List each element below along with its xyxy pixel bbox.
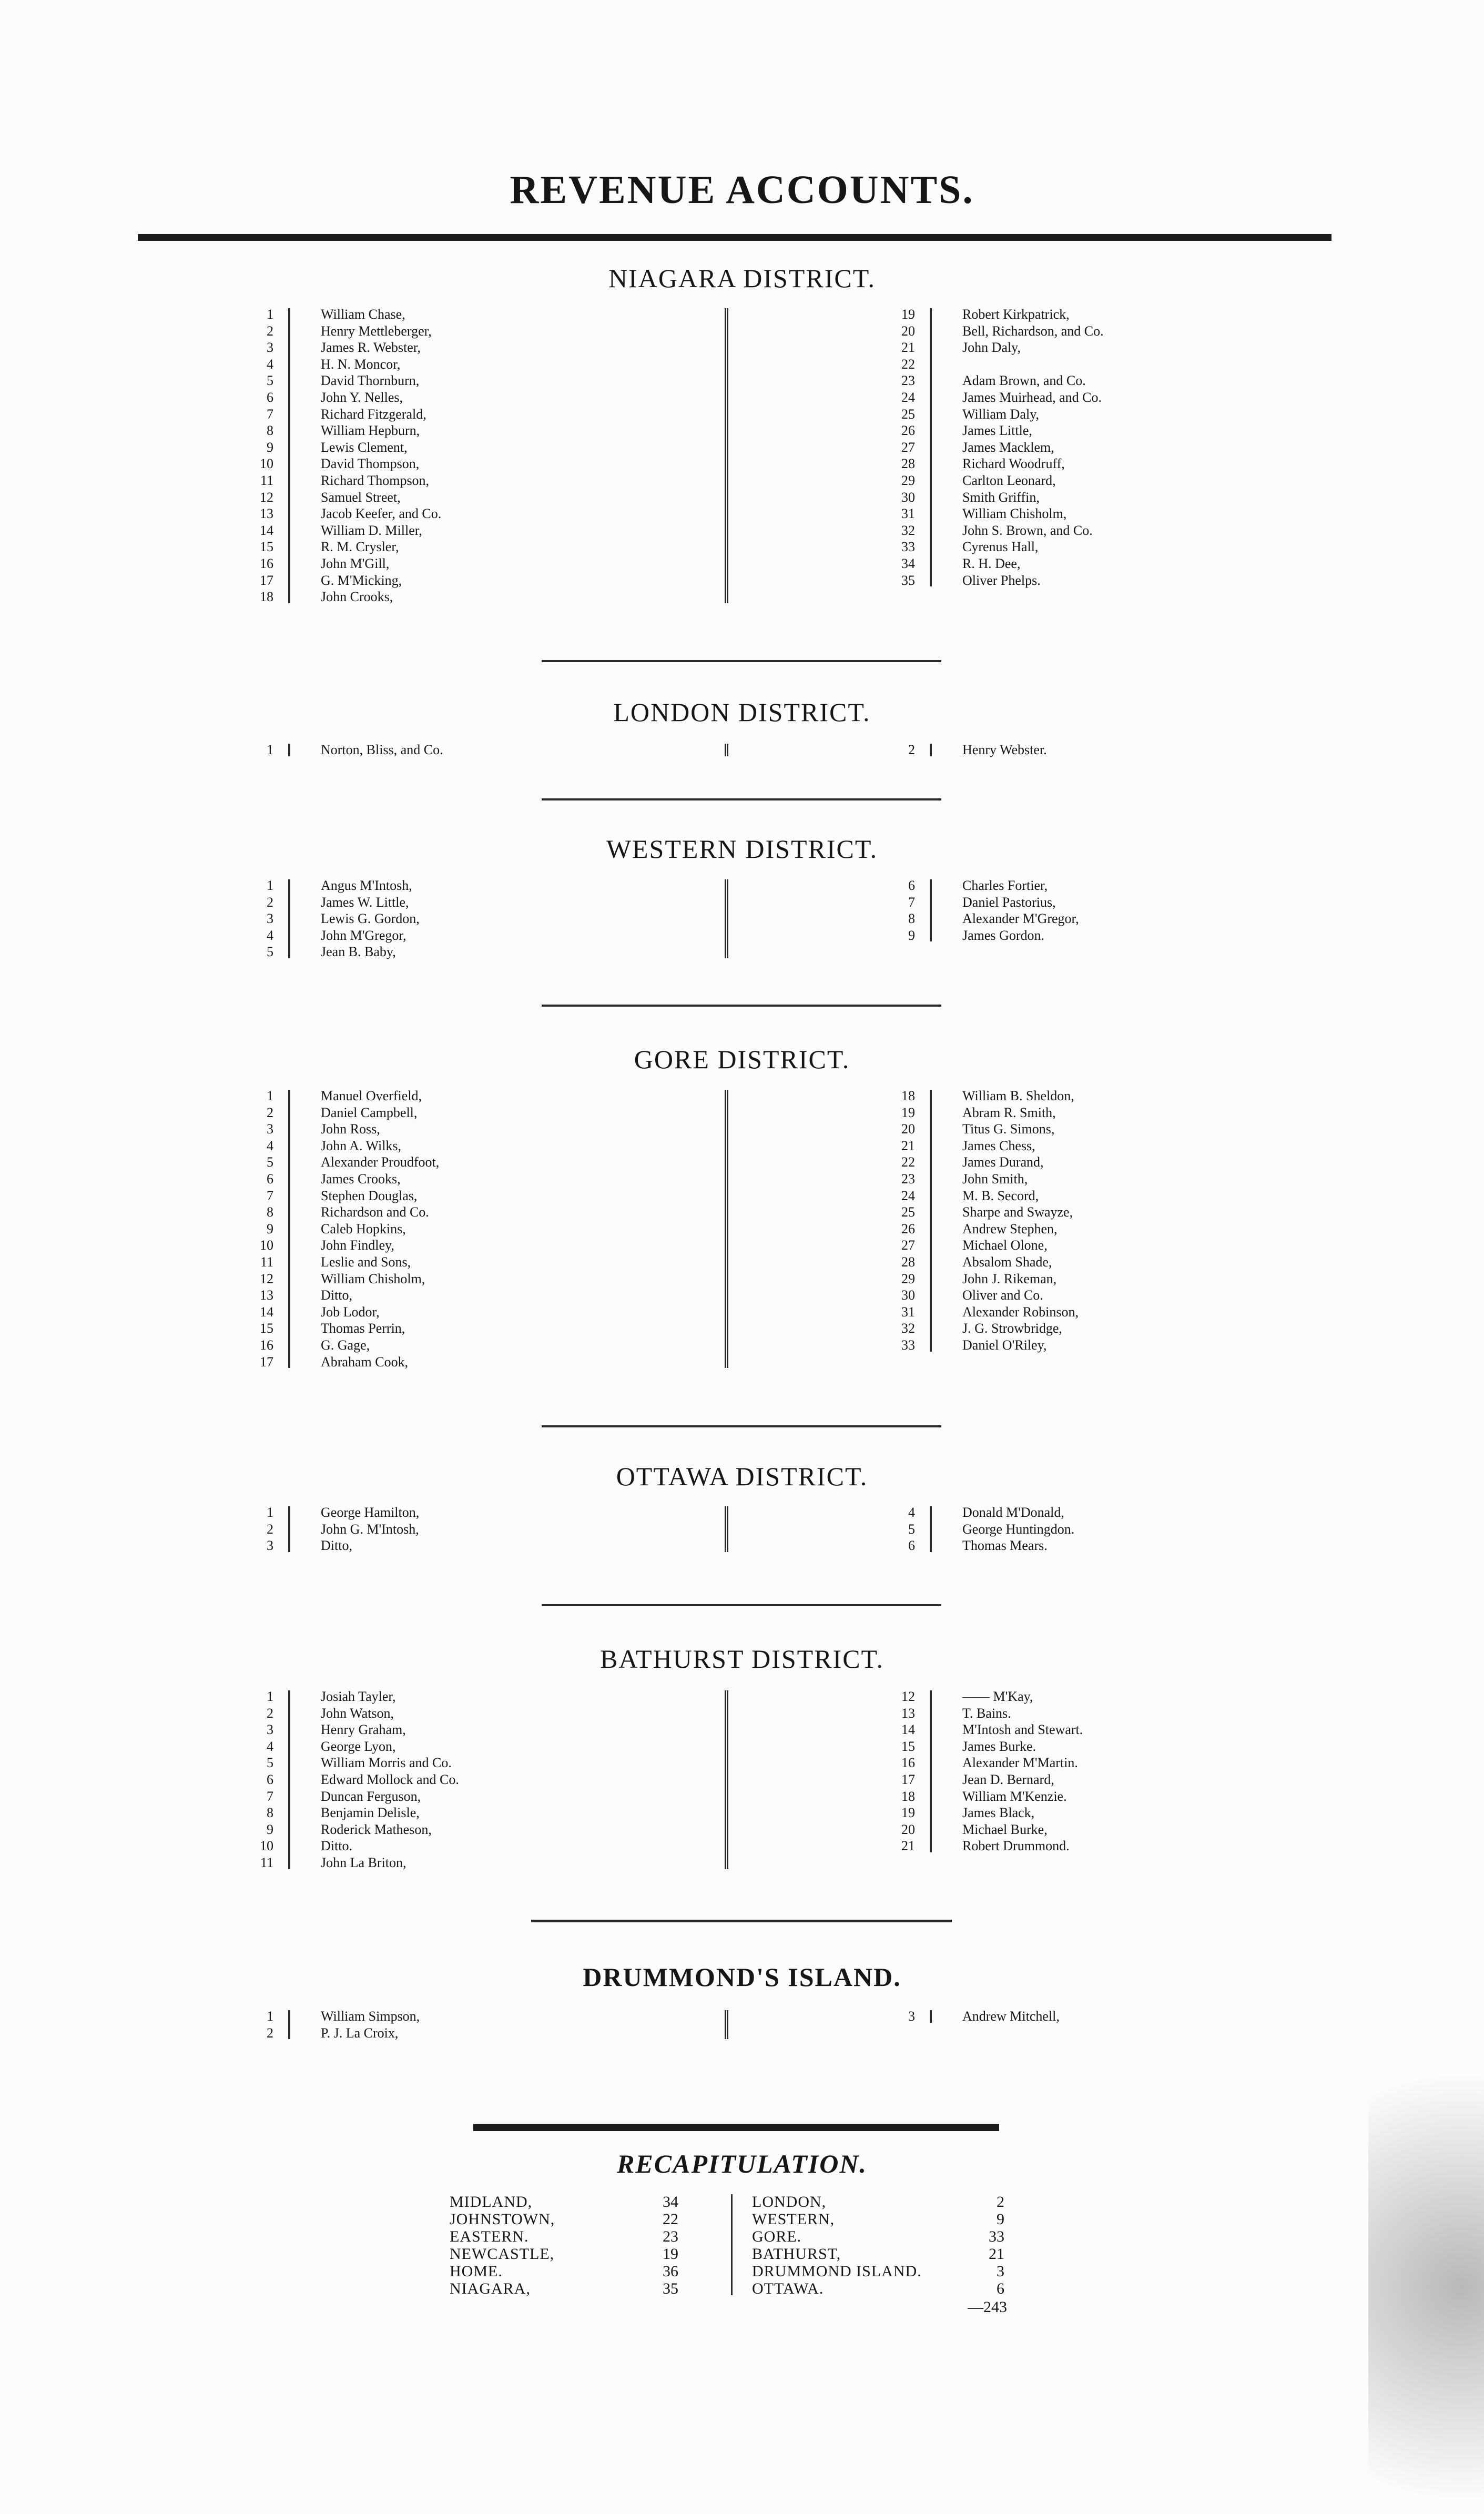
recap-district-count: 2 (997, 2193, 1004, 2211)
left-entry-name: Jacob Keefer, and Co. (321, 506, 442, 522)
left-entry-name: John Findley, (321, 1238, 394, 1253)
left-bracket (288, 2010, 290, 2039)
right-entry-name: Cyrenus Hall, (962, 539, 1039, 555)
recap-right-nums (973, 2193, 1004, 2297)
recap-district-name: HOME. (450, 2263, 503, 2280)
right-entry-name: M'Intosh and Stewart. (962, 1722, 1083, 1738)
right-entry-name: Adam Brown, and Co. (962, 373, 1086, 389)
right-entry-name: J. G. Strowbridge, (962, 1321, 1062, 1336)
right-entry-name: Abram R. Smith, (962, 1104, 1056, 1120)
left-entry-name: Samuel Street, (321, 489, 401, 505)
left-entry-number: 6 (267, 389, 273, 405)
right-entry-name: James Muirhead, and Co. (962, 389, 1102, 405)
center-divider (725, 2010, 728, 2039)
left-entry-name: Alexander Proudfoot, (321, 1154, 440, 1170)
left-entry-number: 12 (260, 489, 273, 505)
left-entry-number: 7 (267, 406, 273, 422)
right-entry-number: 24 (901, 1188, 915, 1203)
right-entry-number: 28 (901, 1254, 915, 1270)
center-divider (725, 744, 728, 756)
left-entry-name: Roderick Matheson, (321, 1821, 432, 1837)
right-bracket (930, 1090, 932, 1352)
right-entry-number: 24 (901, 389, 915, 405)
left-entry-name: H. N. Moncor, (321, 356, 401, 372)
right-entry-number: 9 (908, 927, 915, 943)
right-entry-number: 18 (901, 1788, 915, 1804)
recap-district-count: 33 (989, 2228, 1004, 2245)
left-entry-name: Henry Mettleberger, (321, 323, 432, 339)
right-entry-name: Absalom Shade, (962, 1254, 1052, 1270)
left-entry-number: 10 (260, 456, 273, 472)
right-entry-name: John S. Brown, and Co. (962, 522, 1093, 538)
right-entry-name: Henry Webster. (962, 742, 1047, 757)
left-entry-name: John A. Wilks, (321, 1138, 402, 1153)
right-entry-name: Charles Fortier, (962, 878, 1048, 893)
right-entry-number: 31 (901, 506, 915, 522)
right-entry-number: 19 (901, 1104, 915, 1120)
recap-district-name: NIAGARA, (450, 2280, 531, 2297)
left-entry-name: Josiah Tayler, (321, 1689, 396, 1704)
left-entry-number: 1 (267, 307, 273, 322)
right-entry-number: 27 (901, 439, 915, 455)
recap-district-name: MIDLAND, (450, 2193, 533, 2211)
left-entry-name: John Watson, (321, 1705, 394, 1721)
right-entry-number: 29 (901, 472, 915, 488)
left-entry-name: Manuel Overfield, (321, 1088, 422, 1103)
left-entry-number: 2 (267, 1705, 273, 1721)
right-entry-number: 14 (901, 1722, 915, 1738)
left-entry-name: Thomas Perrin, (321, 1321, 405, 1336)
left-entry-name: Benjamin Delisle, (321, 1805, 420, 1821)
left-entry-name: Lewis Clement, (321, 439, 408, 455)
center-divider (725, 879, 728, 958)
right-entry-number: 32 (901, 1321, 915, 1336)
right-entry-name: Oliver Phelps. (962, 572, 1041, 588)
recap-rule (473, 2124, 999, 2131)
section-rule (542, 1604, 941, 1606)
left-entry-name: John G. M'Intosh, (321, 1521, 419, 1537)
left-entry-number: 2 (267, 1521, 273, 1537)
right-entry-name: James Little, (962, 423, 1032, 439)
left-entry-name: Richard Fitzgerald, (321, 406, 426, 422)
left-entry-number: 1 (267, 878, 273, 893)
right-entry-name: Alexander Robinson, (962, 1304, 1079, 1320)
center-divider (725, 1690, 728, 1869)
right-entry-number: 23 (901, 1171, 915, 1187)
recap-district-count: 6 (997, 2280, 1004, 2297)
right-entry-name: T. Bains. (962, 1705, 1011, 1721)
left-entry-name: Ditto. (321, 1838, 352, 1854)
recap-district-name: BATHURST, (752, 2245, 841, 2263)
left-entry-name: George Hamilton, (321, 1505, 420, 1520)
left-entry-number: 7 (267, 1188, 273, 1203)
left-entry-name: Henry Graham, (321, 1722, 406, 1738)
left-entry-name: James W. Little, (321, 894, 409, 910)
right-entry-number: 29 (901, 1271, 915, 1286)
left-entry-number: 4 (267, 927, 273, 943)
left-entry-name: Jean B. Baby, (321, 944, 396, 960)
recap-district-count: 36 (663, 2263, 678, 2280)
right-entry-number: 6 (908, 1538, 915, 1554)
section-rule (542, 660, 941, 662)
recap-left-names (450, 2193, 555, 2297)
section-rule (542, 798, 941, 800)
right-entry-number: 21 (901, 340, 915, 356)
right-entry-name: Robert Drummond. (962, 1838, 1070, 1854)
right-entry-name: William Daly, (962, 406, 1040, 422)
left-entry-name: Ditto, (321, 1288, 352, 1303)
right-entry-number: 15 (901, 1738, 915, 1754)
recap-total: —243 (968, 2298, 1007, 2316)
right-entry-number: 26 (901, 423, 915, 439)
recap-district-count: 35 (663, 2280, 678, 2297)
right-entry-number: 22 (901, 356, 915, 372)
left-bracket (288, 1690, 290, 1869)
left-entry-name: G. M'Micking, (321, 572, 402, 588)
title-rule (138, 234, 1331, 241)
right-entry-name: William Chisholm, (962, 506, 1067, 522)
district-heading: GORE DISTRICT. (634, 1045, 850, 1074)
left-entry-name: Richard Thompson, (321, 472, 430, 488)
left-entry-name: Angus M'Intosh, (321, 878, 412, 893)
right-entry-number: 6 (908, 878, 915, 893)
page-title: REVENUE ACCOUNTS. (510, 168, 974, 212)
recap-district-count: 22 (663, 2211, 678, 2228)
center-divider (725, 1506, 728, 1552)
left-entry-number: 3 (267, 1722, 273, 1738)
left-entry-name: William Chisholm, (321, 1271, 425, 1286)
left-entry-name: Richardson and Co. (321, 1204, 429, 1220)
left-entry-name: William Chase, (321, 307, 405, 322)
right-entry-number: 31 (901, 1304, 915, 1320)
left-entry-name: John Ross, (321, 1121, 380, 1137)
right-entry-number: 16 (901, 1755, 915, 1771)
right-entry-number: 20 (901, 323, 915, 339)
section-rule (542, 1425, 941, 1427)
right-entry-name: Alexander M'Martin. (962, 1755, 1078, 1771)
recap-district-name: JOHNSTOWN, (450, 2211, 555, 2228)
left-entry-name: Leslie and Sons, (321, 1254, 411, 1270)
left-entry-name: James Crooks, (321, 1171, 401, 1187)
right-entry-number: 21 (901, 1138, 915, 1153)
right-entry-number: 13 (901, 1705, 915, 1721)
left-bracket (288, 1506, 290, 1552)
left-entry-number: 8 (267, 1805, 273, 1821)
paper-speckle (1368, 1946, 1484, 2514)
left-entry-name: Ditto, (321, 1538, 352, 1554)
recap-district-count: 23 (663, 2228, 678, 2245)
right-entry-name: Sharpe and Swayze, (962, 1204, 1073, 1220)
left-bracket (288, 1090, 290, 1368)
recap-divider (731, 2194, 733, 2295)
left-entry-number: 3 (267, 340, 273, 356)
left-entry-number: 6 (267, 1171, 273, 1187)
recap-right-names (752, 2193, 922, 2297)
left-entry-number: 1 (267, 1505, 273, 1520)
right-entry-name: Alexander M'Gregor, (962, 911, 1079, 927)
right-entry-number: 33 (901, 539, 915, 555)
right-entry-number: 34 (901, 555, 915, 571)
left-entry-number: 10 (260, 1838, 273, 1854)
left-entry-name: Edward Mollock and Co. (321, 1771, 459, 1787)
recap-district-count: 21 (989, 2245, 1004, 2263)
right-entry-name: John Daly, (962, 340, 1021, 356)
left-entry-name: G. Gage, (321, 1337, 370, 1353)
left-entry-number: 3 (267, 1121, 273, 1137)
right-entry-number: 28 (901, 456, 915, 472)
left-entry-name: John Y. Nelles, (321, 389, 403, 405)
right-entry-number: 33 (901, 1337, 915, 1353)
right-entry-number: 4 (908, 1505, 915, 1520)
right-entry-name (962, 356, 1104, 373)
left-entry-name: William Hepburn, (321, 423, 420, 439)
district-heading: LONDON DISTRICT. (613, 697, 871, 727)
left-entry-number: 1 (267, 1088, 273, 1103)
left-bracket (288, 879, 290, 958)
right-entry-name: Richard Woodruff, (962, 456, 1065, 472)
left-entry-number: 3 (267, 1538, 273, 1554)
left-entry-number: 4 (267, 356, 273, 372)
left-entry-name: P. J. La Croix, (321, 2025, 399, 2041)
section-rule (542, 1005, 941, 1007)
left-entry-name: William D. Miller, (321, 522, 422, 538)
right-entry-number: 20 (901, 1821, 915, 1837)
left-entry-name: George Lyon, (321, 1738, 396, 1754)
left-entry-number: 15 (260, 1321, 273, 1336)
right-entry-name: John Smith, (962, 1171, 1028, 1187)
recap-heading: RECAPITULATION. (617, 2149, 867, 2178)
right-entry-number: 8 (908, 911, 915, 927)
right-entry-name: Carlton Leonard, (962, 472, 1056, 488)
right-entry-number: 35 (901, 572, 915, 588)
right-entry-number: 23 (901, 373, 915, 389)
right-entry-number: 30 (901, 489, 915, 505)
left-entry-name: John La Briton, (321, 1854, 406, 1870)
left-entry-name: R. M. Crysler, (321, 539, 399, 555)
recap-district-name: LONDON, (752, 2193, 827, 2211)
right-entry-number: 19 (901, 1805, 915, 1821)
left-entry-number: 9 (267, 1221, 273, 1236)
left-entry-number: 5 (267, 944, 273, 960)
right-entry-name: George Huntingdon. (962, 1521, 1075, 1537)
left-entry-name: Lewis G. Gordon, (321, 911, 420, 927)
recap-district-count: 9 (997, 2211, 1004, 2228)
left-entry-name: Duncan Ferguson, (321, 1788, 421, 1804)
right-entry-number: 32 (901, 522, 915, 538)
right-entry-name: Daniel Pastorius, (962, 894, 1056, 910)
recap-district-count: 3 (997, 2263, 1004, 2280)
left-entry-name: Norton, Bliss, and Co. (321, 742, 443, 757)
left-entry-number: 5 (267, 1154, 273, 1170)
left-entry-number: 17 (260, 572, 273, 588)
left-entry-number: 9 (267, 1821, 273, 1837)
right-entry-number: 7 (908, 894, 915, 910)
left-entry-name: David Thornburn, (321, 373, 420, 389)
district-heading: NIAGARA DISTRICT. (608, 263, 876, 293)
right-entry-name: Jean D. Bernard, (962, 1771, 1054, 1787)
right-entry-name: —— M'Kay, (962, 1689, 1033, 1704)
left-entry-name: Daniel Campbell, (321, 1104, 418, 1120)
left-bracket (288, 308, 290, 603)
left-entry-number: 13 (260, 506, 273, 522)
recap-district-name: DRUMMOND ISLAND. (752, 2263, 922, 2280)
right-entry-name: R. H. Dee, (962, 555, 1021, 571)
right-entry-name: James Burke. (962, 1738, 1036, 1754)
left-entry-number: 7 (267, 1788, 273, 1804)
right-entry-number: 26 (901, 1221, 915, 1236)
right-entry-name: Oliver and Co. (962, 1288, 1043, 1303)
left-entry-number: 8 (267, 1204, 273, 1220)
right-bracket (930, 1506, 932, 1552)
right-entry-number: 12 (901, 1689, 915, 1704)
right-entry-name: Michael Burke, (962, 1821, 1048, 1837)
recap-district-name: GORE. (752, 2228, 802, 2245)
right-entry-number: 19 (901, 307, 915, 322)
right-entry-number: 27 (901, 1238, 915, 1253)
left-entry-number: 16 (260, 555, 273, 571)
left-entry-name: David Thompson, (321, 456, 420, 472)
right-entry-name: Titus G. Simons, (962, 1121, 1055, 1137)
left-entry-number: 5 (267, 1755, 273, 1771)
right-entry-name: Smith Griffin, (962, 489, 1040, 505)
left-entry-number: 2 (267, 894, 273, 910)
right-entry-name: James Chess, (962, 1138, 1035, 1153)
right-entry-name: Michael Olone, (962, 1238, 1048, 1253)
right-entry-number: 17 (901, 1771, 915, 1787)
left-entry-number: 9 (267, 439, 273, 455)
right-entry-name: James Gordon. (962, 927, 1044, 943)
left-entry-number: 4 (267, 1138, 273, 1153)
right-bracket (930, 744, 932, 756)
right-entry-number: 25 (901, 1204, 915, 1220)
left-entry-number: 15 (260, 539, 273, 555)
recap-district-count: 34 (663, 2193, 678, 2211)
left-entry-number: 14 (260, 522, 273, 538)
right-entry-number: 22 (901, 1154, 915, 1170)
left-entry-number: 4 (267, 1738, 273, 1754)
right-entry-number: 25 (901, 406, 915, 422)
right-entry-number: 5 (908, 1521, 915, 1537)
left-entry-number: 2 (267, 323, 273, 339)
right-entry-name: Andrew Stephen, (962, 1221, 1058, 1236)
right-entry-name: Donald M'Donald, (962, 1505, 1064, 1520)
left-entry-name: Caleb Hopkins, (321, 1221, 406, 1236)
left-entry-name: Job Lodor, (321, 1304, 380, 1320)
right-entry-number: 18 (901, 1088, 915, 1103)
recap-district-name: OTTAWA. (752, 2280, 824, 2297)
left-entry-number: 1 (267, 742, 273, 757)
left-entry-number: 18 (260, 589, 273, 605)
right-entry-name: Robert Kirkpatrick, (962, 307, 1070, 322)
left-entry-name: William Morris and Co. (321, 1755, 452, 1771)
right-entry-name: Daniel O'Riley, (962, 1337, 1047, 1353)
right-entry-name: Bell, Richardson, and Co. (962, 323, 1104, 339)
right-entry-number: 30 (901, 1288, 915, 1303)
recap-district-name: WESTERN, (752, 2211, 835, 2228)
right-entry-number: 2 (908, 742, 915, 757)
left-entry-name: John M'Gill, (321, 555, 390, 571)
left-entry-number: 17 (260, 1354, 273, 1370)
right-entry-name: James Durand, (962, 1154, 1044, 1170)
left-entry-name: John Crooks, (321, 589, 393, 605)
right-entry-number: 21 (901, 1838, 915, 1854)
recap-district-name: NEWCASTLE, (450, 2245, 555, 2263)
right-bracket (930, 879, 932, 941)
left-entry-number: 11 (260, 1254, 273, 1270)
district-heading: BATHURST DISTRICT. (600, 1644, 884, 1674)
district-heading: WESTERN DISTRICT. (606, 834, 878, 864)
left-bracket (288, 744, 290, 756)
right-entry-name: John J. Rikeman, (962, 1271, 1057, 1286)
left-entry-number: 12 (260, 1271, 273, 1286)
right-entry-name: William M'Kenzie. (962, 1788, 1067, 1804)
left-entry-number: 2 (267, 2025, 273, 2041)
right-bracket (930, 308, 932, 586)
recap-district-name: EASTERN. (450, 2228, 529, 2245)
right-bracket (930, 1690, 932, 1852)
district-heading: DRUMMOND'S ISLAND. (583, 1962, 901, 1992)
right-entry-name: M. B. Secord, (962, 1188, 1039, 1203)
left-entry-name: John M'Gregor, (321, 927, 406, 943)
left-entry-number: 5 (267, 373, 273, 389)
right-bracket (930, 2010, 932, 2023)
left-entry-number: 6 (267, 1771, 273, 1787)
left-entry-name: James R. Webster, (321, 340, 421, 356)
right-entry-name: James Macklem, (962, 439, 1054, 455)
left-entry-number: 3 (267, 911, 273, 927)
center-divider (725, 308, 728, 603)
right-entry-name: William B. Sheldon, (962, 1088, 1074, 1103)
left-entry-number: 10 (260, 1238, 273, 1253)
left-entry-number: 16 (260, 1337, 273, 1353)
right-entry-name: James Black, (962, 1805, 1035, 1821)
left-entry-number: 13 (260, 1288, 273, 1303)
left-entry-number: 14 (260, 1304, 273, 1320)
recap-left-nums (647, 2193, 678, 2297)
right-entry-name: Thomas Mears. (962, 1538, 1048, 1554)
left-entry-number: 11 (260, 472, 273, 488)
right-entry-number: 3 (908, 2009, 915, 2024)
left-entry-name: William Simpson, (321, 2009, 420, 2024)
recap-district-count: 19 (663, 2245, 678, 2263)
district-heading: OTTAWA DISTRICT. (616, 1462, 868, 1491)
left-entry-name: Abraham Cook, (321, 1354, 409, 1370)
right-entry-name: Andrew Mitchell, (962, 2009, 1060, 2024)
left-entry-number: 1 (267, 2009, 273, 2024)
left-entry-number: 11 (260, 1854, 273, 1870)
left-entry-number: 2 (267, 1104, 273, 1120)
left-entry-name: Stephen Douglas, (321, 1188, 418, 1203)
left-entry-number: 8 (267, 423, 273, 439)
left-entry-number: 1 (267, 1689, 273, 1704)
center-divider (725, 1090, 728, 1368)
right-entry-number: 20 (901, 1121, 915, 1137)
section-rule (531, 1920, 952, 1922)
